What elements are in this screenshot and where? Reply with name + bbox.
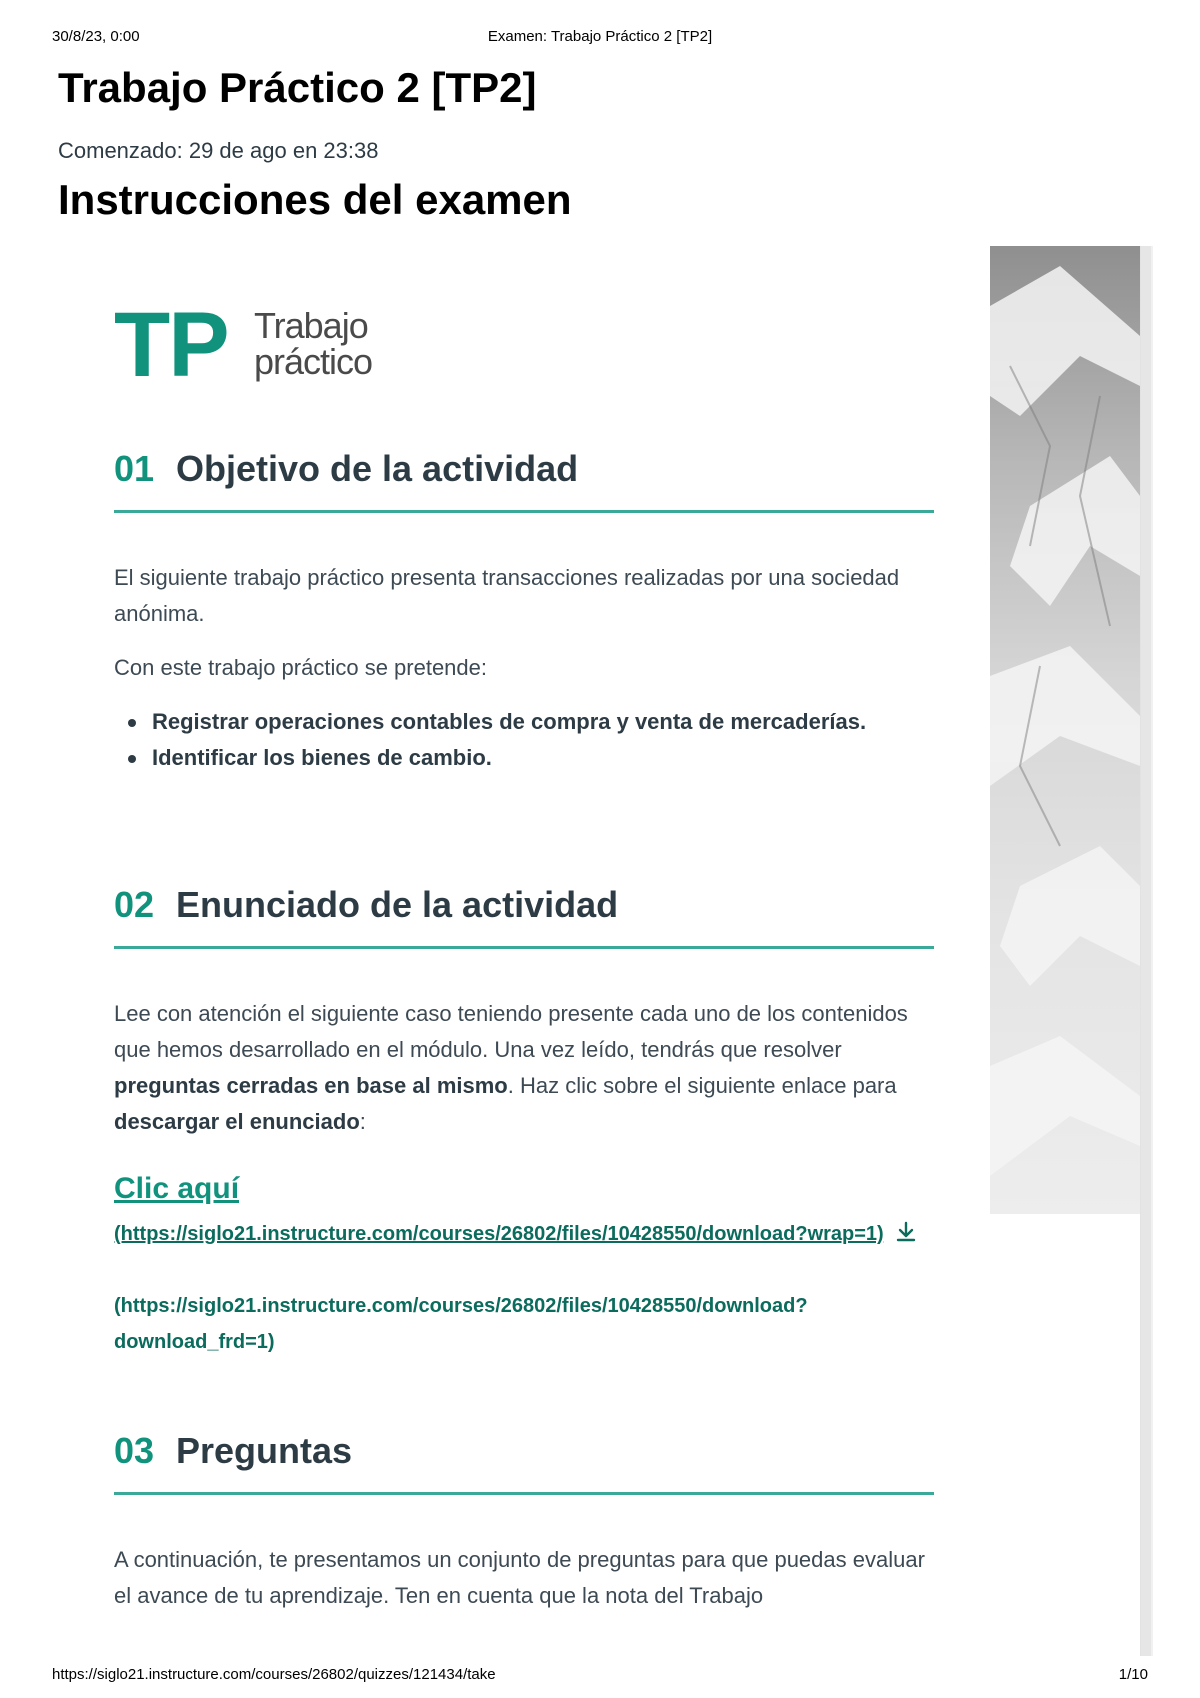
section-heading-preguntas	[114, 1430, 934, 1495]
section-title: Enunciado de la actividad	[176, 884, 619, 925]
tp-logo-word-line1: Trabajo	[254, 305, 368, 346]
statement-emphasis: descargar el enunciado	[114, 1109, 360, 1134]
list-item: Registrar operaciones contables de compra y venta de mercaderías.	[114, 704, 934, 740]
page-number: 1/10	[1118, 1666, 1148, 1683]
statement-text: :	[359, 1109, 366, 1134]
print-url: https://siglo21.instructure.com/courses/26802/quizzes/121434/take	[52, 1666, 496, 1683]
download-url-direct[interactable]: (https://siglo21.instructure.com/courses/26802/files/10428550/download?download_frd=1)	[114, 1295, 808, 1353]
statement-text: Lee con atención el siguiente caso teniendo presente cada uno de los contenidos que hemos desarrollado en el módulo. Una vez leído, tendrás que resolver	[114, 1001, 908, 1062]
download-url-text[interactable]: (https://siglo21.instructure.com/courses/26802/files/10428550/download?wrap=1)	[114, 1223, 884, 1245]
objective-paragraph: El siguiente trabajo práctico presenta transacciones realizadas por una sociedad anónima.	[114, 565, 900, 626]
print-footer	[52, 1666, 1148, 1686]
section-title: Preguntas	[176, 1430, 353, 1471]
print-date: 30/8/23, 0:00	[52, 28, 140, 45]
decorative-side-image	[990, 246, 1140, 1214]
print-document-title: Examen: Trabajo Práctico 2 [TP2]	[487, 28, 713, 45]
section-heading-objetivo	[114, 448, 934, 513]
tp-logo-letters: TP	[114, 294, 228, 396]
section-number: 03	[114, 1430, 155, 1471]
objective-intro: Con este trabajo práctico se pretende:	[114, 655, 488, 680]
section-number: 01	[114, 448, 155, 489]
download-icon[interactable]	[894, 1220, 918, 1244]
print-header	[52, 28, 1148, 48]
tp-logo-word-line2: práctico	[254, 341, 373, 382]
objective-list	[114, 704, 934, 776]
statement-paragraph	[114, 996, 934, 1140]
section-heading-enunciado	[114, 884, 934, 949]
scrollbar-thumb[interactable]	[1141, 246, 1151, 1656]
section-title: Objetivo de la actividad	[176, 448, 579, 489]
started-timestamp: Comenzado: 29 de ago en 23:38	[58, 138, 379, 163]
page-title: Trabajo Práctico 2 [TP2]	[58, 64, 537, 111]
statement-text: . Haz clic sobre el siguiente enlace para	[507, 1073, 897, 1098]
download-link[interactable]: Clic aquí	[114, 1172, 240, 1205]
tp-logo-word	[254, 305, 373, 382]
section-number: 02	[114, 884, 155, 925]
questions-paragraph: A continuación, te presentamos un conjunto de preguntas para que puedas evaluar el avance de tu aprendizaje. Ten en cuenta que la nota del Trabajo	[114, 1547, 925, 1608]
list-item: Identificar los bienes de cambio.	[114, 740, 934, 776]
instructions-heading: Instrucciones del examen	[58, 176, 572, 223]
download-url-wrap[interactable]	[114, 1216, 934, 1252]
statement-emphasis: preguntas cerradas en base al mismo	[114, 1073, 508, 1098]
